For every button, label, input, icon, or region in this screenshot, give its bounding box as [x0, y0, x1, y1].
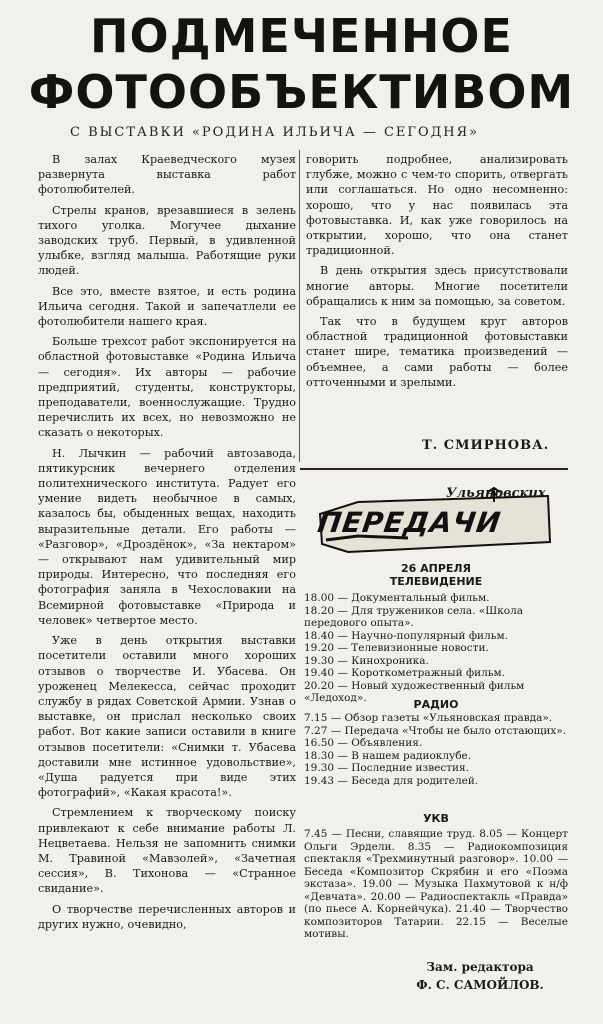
article-paragraph: В залах Краеведческого музея развернута выставка работ фотолюбителей. [38, 153, 296, 197]
radio-listings [304, 712, 568, 787]
radio-header: РАДИО [413, 698, 459, 711]
article-left-column [38, 152, 296, 1024]
list-item: 18.00 — Документальный фильм. [304, 592, 490, 604]
list-item: 19.30 — Кинохроника. [304, 654, 429, 667]
list-item: 16.50 — Объявления. [304, 737, 423, 749]
list-item: 19.30 — Последние известия. [304, 762, 469, 774]
article-author: Т. СМИРНОВА. [422, 438, 550, 453]
editor-name: Ф. С. САМОЙЛОВ. [416, 978, 544, 992]
ukv-header: УКВ [423, 812, 449, 825]
date-text: 26 АПРЕЛЯ [400, 562, 472, 575]
list-item: 18.20 — Для тружеников села. «Школа передового опыта». [304, 604, 524, 629]
article-paragraph: Стремлением к творческому поиску привлекают к себе внимание работы Л. Нецветаева. Нельзя не запомнить снимки М. Травиной «Мавзолей», «Зачетная сессия», В. Тихонова — «Странное свидание». [38, 806, 296, 896]
tv-listings [304, 592, 568, 705]
list-item: 19.43 — Беседа для родителей. [304, 774, 479, 787]
headline-line-2: ФОТООБЪЕКТИВОМ [28, 65, 575, 119]
article-paragraph: Стрелы кранов, врезавшиеся в зелень тихого уголка. Могучее дыхание заводских труб. Первый, в удивленной улыбке, взгляд малыша. Работящие руки людей. [38, 203, 296, 278]
column-divider [299, 150, 300, 462]
banner-subtitle: Ульяновских [446, 486, 546, 501]
article-paragraph: Н. Лычкин — рабочий автозавода, пятикурсник вечернего отделения политехнического института. Радует его умение видеть необычное в самых, казалось бы, обыденных вещах, находить выразительные детали. Его работы — «Разговор», «Дроздёнок», «За нектаром» — открывают нам удивительный мир природы. Интересно, что последняя его фотография заняла в Чехословакии на Всемирной фотовыставке «Природа и человек» четвертое место. [38, 446, 296, 627]
article-paragraph: говорить подробнее, анализировать глубже, можно с чем-то спорить, отвергать или соглашаться. Но одно несомненно: хорошо, что у нас появилась эта фотовыставка. И, как уже говорилось на открытии, хорошо, что она станет традиционной. [306, 153, 568, 258]
headline-line-1: ПОДМЕЧЕННОЕ [90, 9, 513, 63]
schedule-date [304, 562, 568, 588]
list-item: 19.20 — Телевизионные новости. [304, 642, 489, 654]
section-divider [300, 468, 568, 470]
list-item: 19.40 — Короткометражный фильм. [304, 667, 506, 679]
banner-title: ПЕРЕДАЧИ [315, 506, 504, 539]
list-item: 20.20 — Новый художественный фильм «Ледоход». [304, 679, 525, 704]
article-paragraph: Все это, вместе взятое, и есть родина Ильича сегодня. Такой и запечатлели ее фотолюбители нашего края. [38, 284, 296, 329]
list-item: 18.40 — Научно-популярный фильм. [304, 629, 508, 642]
editor-signature [390, 958, 570, 994]
article-paragraph: Так что в будущем круг авторов областной традиционной фотовыставки станет шире, тематика произведений — объемнее, а сами работы — более отточенными и зрелыми. [306, 315, 568, 389]
article-paragraph: Больше трехсот работ экспонируется на областной фотовыставке «Родина Ильича — сегодня». Их авторы — рабочие предприятий, студенты, конструкторы, преподаватели, военнослужащие. Трудно перечислить их всех, но невозможно не сказать о некоторых. [38, 335, 296, 440]
broadcast-schedule [304, 474, 568, 944]
editor-title: Зам. редактора [426, 960, 534, 974]
article-paragraph: О творчестве перечисленных авторов и других нужно, очевидно, [38, 902, 296, 931]
article-subhead: С ВЫСТАВКИ «РОДИНА ИЛЬИЧА — СЕГОДНЯ» [70, 125, 480, 140]
article-paragraph: Уже в день открытия выставки посетители оставили много хороших отзывов о творчестве И. Убасева. Он уроженец Мелекесса, сейчас проходит службу в рядах Советской Армии. Узнав о выставке, он прислал несколько своих работ. Вот какие записи оставили в книге отзывов посетители: «Снимки т. Убасева доставили мне истинное удовольствие», «Душа радуется при виде этих фотографий», «Какая красота!». [38, 634, 296, 800]
ukv-listings: 7.45 — Песни, славящие труд. 8.05 — Концерт Ольги Эрдели. 8.35 — Радиокомпозиция спектакля «Трехминутный разговор». 10.00 — Беседа «Композитор Скрябин и его «Поэма экстаза». 19.00 — Музыка Пахмутовой к н/ф «Девчата». 20.00 — Радиоспектакль «Правда» (по пьесе А. Корнейчука). 21.40 — Творчество композиторов Татарии. 22.15 — Веселые мотивы. [304, 828, 568, 940]
broadcast-banner [315, 484, 552, 558]
tv-header: ТЕЛЕВИДЕНИЕ [389, 575, 483, 588]
list-item: 7.27 — Передача «Чтобы не было отстающих». [304, 724, 567, 737]
list-item: 7.15 — Обзор газеты «Ульяновская правда». [304, 712, 553, 724]
article-right-column [306, 152, 568, 395]
list-item: 18.30 — В нашем радиоклубе. [304, 749, 472, 762]
article-paragraph: В день открытия здесь присутствовали многие авторы. Многие посетители обращались к ним за помощью, за советом. [306, 264, 568, 308]
